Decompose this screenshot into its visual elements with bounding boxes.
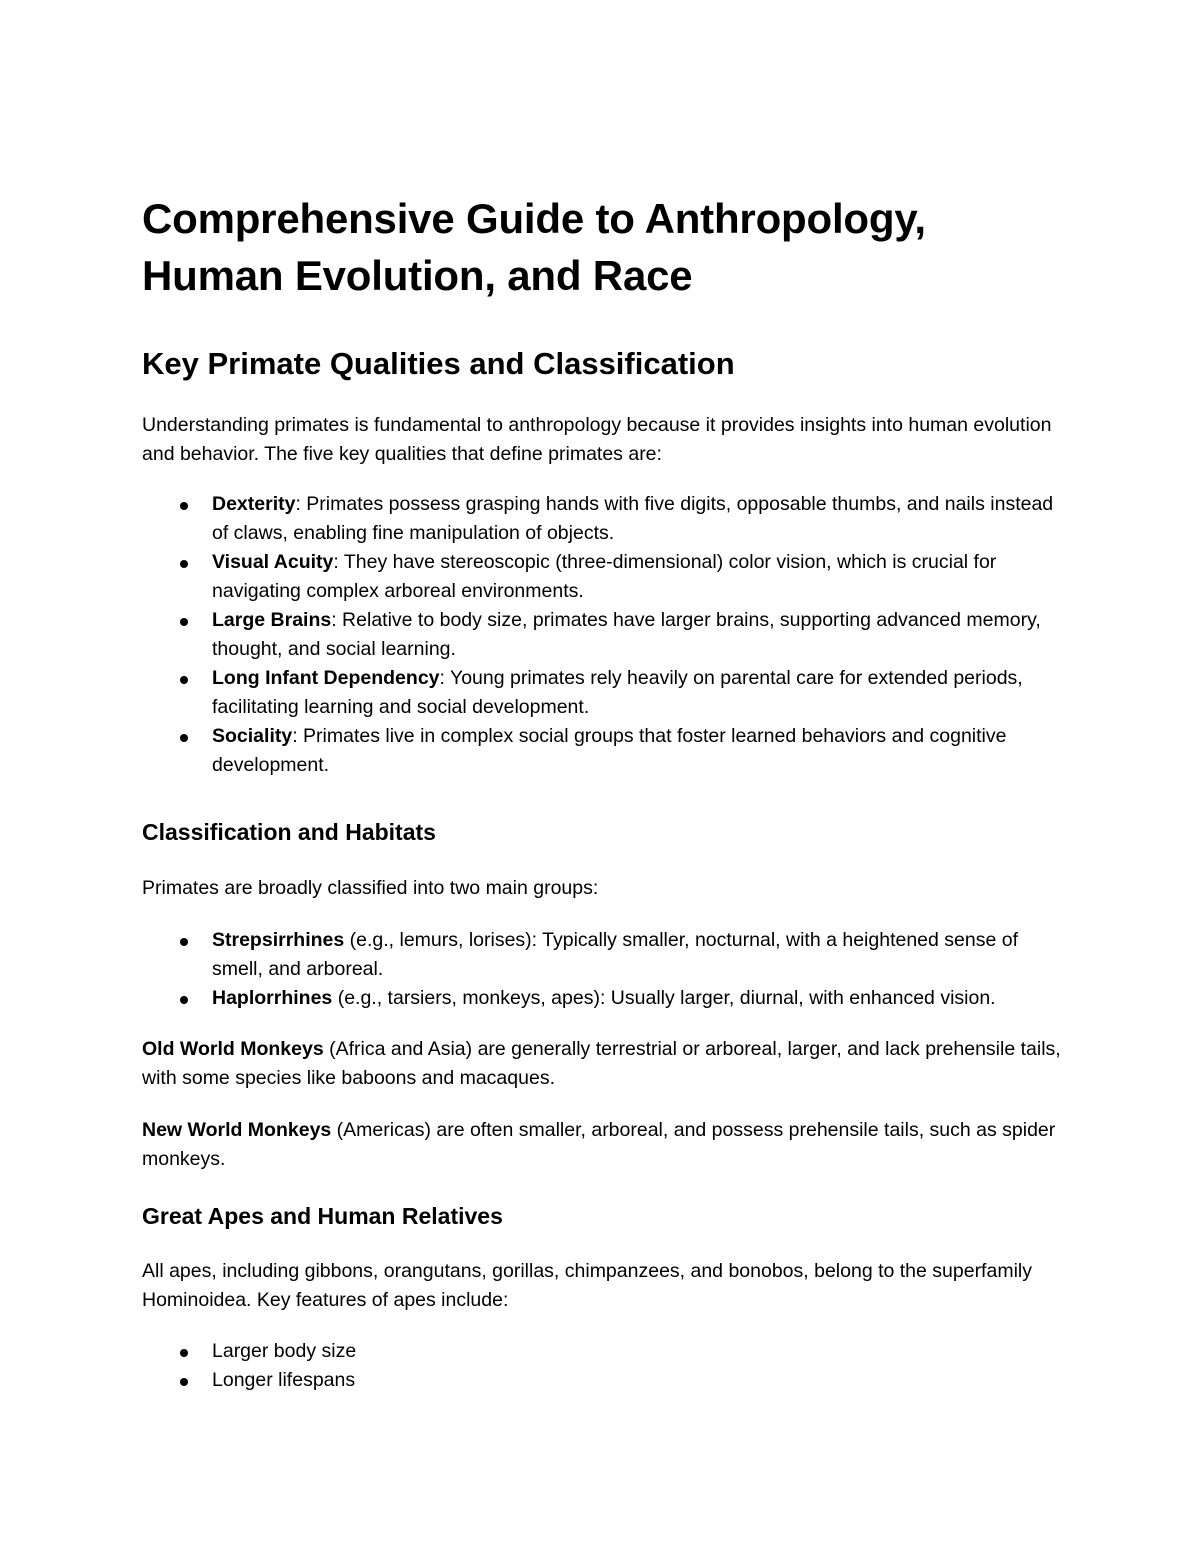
list-item: Long Infant Dependency: Young primates rely heavily on parental care for extended periods, facilitating learning and social development. — [142, 664, 1072, 722]
bullet-icon — [180, 618, 188, 626]
list-item: Dexterity: Primates possess grasping hands with five digits, opposable thumbs, and nails instead of claws, enabling fine manipulation of objects. — [142, 490, 1072, 548]
list-item: Longer lifespans — [142, 1366, 1072, 1395]
list-item: Haplorrhines (e.g., tarsiers, monkeys, apes): Usually larger, diurnal, with enhanced vision. — [142, 984, 1072, 1013]
list-item: Larger body size — [142, 1337, 1072, 1366]
classification-intro-paragraph: Primates are broadly classified into two main groups: — [142, 877, 599, 899]
bullet-icon — [180, 502, 188, 510]
bullet-icon — [180, 734, 188, 742]
primate-intro-paragraph: Understanding primates is fundamental to anthropology because it provides insights into human evolution and behavior. The five key qualities that define primates are: — [142, 414, 1052, 465]
section-heading-primate-qualities: Key Primate Qualities and Classification — [142, 346, 735, 381]
list-item: Large Brains: Relative to body size, primates have larger brains, supporting advanced memory, thought, and social learning. — [142, 606, 1072, 664]
great-apes-intro-paragraph: All apes, including gibbons, orangutans, gorillas, chimpanzees, and bonobos, belong to the superfamily Hominoidea. Key features of apes include: — [142, 1260, 1032, 1311]
primate-groups-list — [142, 926, 1072, 1013]
ape-features-list — [142, 1337, 1072, 1395]
bullet-icon — [180, 996, 188, 1004]
bullet-icon — [180, 676, 188, 684]
bullet-icon — [180, 938, 188, 946]
bullet-icon — [180, 560, 188, 568]
section-heading-great-apes: Great Apes and Human Relatives — [142, 1203, 503, 1229]
primate-qualities-list — [142, 490, 1072, 780]
list-item: Sociality: Primates live in complex social groups that foster learned behaviors and cognitive development. — [142, 722, 1072, 780]
list-item: Strepsirrhines (e.g., lemurs, lorises): Typically smaller, nocturnal, with a heightened sense of smell, and arboreal. — [142, 926, 1072, 984]
bullet-icon — [180, 1349, 188, 1357]
document-page — [142, 190, 1072, 1395]
new-world-monkeys-paragraph: New World Monkeys (Americas) are often smaller, arboreal, and possess prehensile tails, such as spider monkeys. — [142, 1119, 1056, 1170]
bullet-icon — [180, 1378, 188, 1386]
document-title: Comprehensive Guide to Anthropology, Human Evolution, and Race — [142, 195, 926, 299]
section-heading-classification-habitats: Classification and Habitats — [142, 819, 436, 845]
list-item: Visual Acuity: They have stereoscopic (three-dimensional) color vision, which is crucial for navigating complex arboreal environments. — [142, 548, 1072, 606]
old-world-monkeys-paragraph: Old World Monkeys (Africa and Asia) are generally terrestrial or arboreal, larger, and lack prehensile tails, with some species like baboons and macaques. — [142, 1038, 1061, 1089]
